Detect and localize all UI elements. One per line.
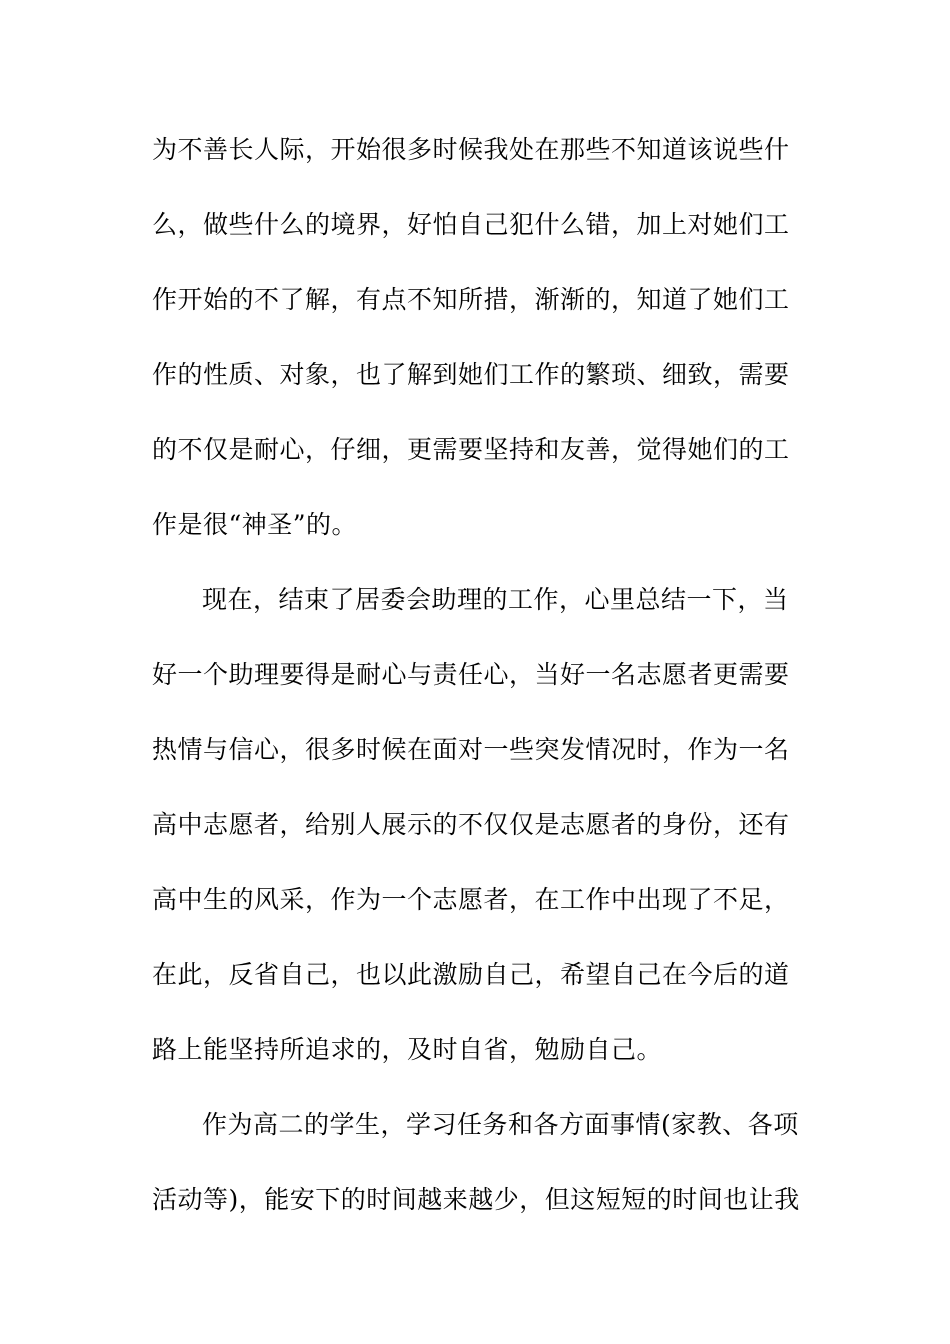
text-line: 作的性质、对象，也了解到她们工作的繁琐、细致，需要 — [152, 360, 790, 389]
text-line: 好一个助理要得是耐心与责任心，当好一名志愿者更需要 — [152, 660, 790, 689]
text-line: 在此，反省自己，也以此激励自己，希望自己在今后的道 — [152, 960, 790, 989]
text-line: 么，做些什么的境界，好怕自己犯什么错，加上对她们工 — [152, 210, 790, 239]
text-line: 为不善长人际，开始很多时候我处在那些不知道该说些什 — [152, 135, 790, 164]
text-line: 作是很“神圣”的。 — [152, 510, 358, 539]
body-text — [152, 130, 802, 1255]
text-line: 活动等)，能安下的时间越来越少，但这短短的时间也让我 — [152, 1185, 800, 1214]
paragraph-start-line: 作为高二的学生，学习任务和各方面事情(家教、各项 — [202, 1110, 799, 1139]
paragraph-start-line: 现在，结束了居委会助理的工作，心里总结一下，当 — [202, 585, 789, 614]
text-line: 高中志愿者，给别人展示的不仅仅是志愿者的身份，还有 — [152, 810, 790, 839]
text-line: 高中生的风采，作为一个志愿者，在工作中出现了不足， — [152, 885, 790, 914]
text-line: 路上能坚持所追求的，及时自省，勉励自己。 — [152, 1035, 663, 1064]
text-line: 的不仅是耐心，仔细，更需要坚持和友善，觉得她们的工 — [152, 435, 790, 464]
text-line: 作开始的不了解，有点不知所措，渐渐的，知道了她们工 — [152, 285, 790, 314]
text-line: 热情与信心，很多时候在面对一些突发情况时，作为一名 — [152, 735, 790, 764]
